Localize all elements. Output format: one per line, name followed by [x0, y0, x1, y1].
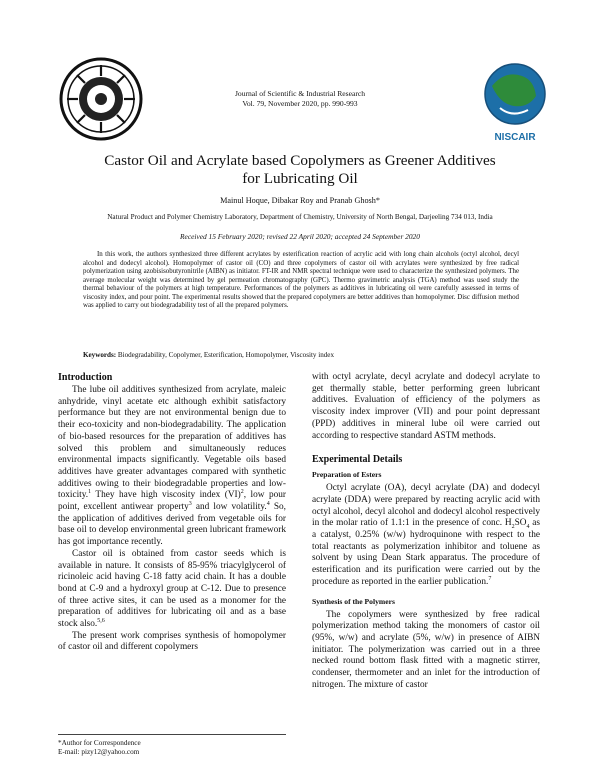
- journal-volume: Vol. 79, November 2020, pp. 990-993: [242, 99, 358, 108]
- title-line-2: for Lubricating Oil: [242, 170, 358, 187]
- keywords: [83, 351, 519, 359]
- keywords-label: Keywords:: [83, 351, 117, 359]
- abstract-text: In this work, the authors synthesized three different acrylates by esterification reaction of acrylic acid with long chain alcohols (octyl alcohol, decyl alcohol and dodecyl alcohol). Homopolymer of castor oil (CO) and three copolymers of castor oil with acrylates were synthesized by free radical polymerization using azobisisobutyronitrile (AIBN) as initiator. FT-IR and NMR spectral technique were used to characterize the synthesized polymers. The average molecular weight was determined by gel permeation chromatography (GPC). Thermo gravimetric analysis (TGA) method was used study the thermal behaviour of the polymers at high temperature. Performances of the polymers as additives in lubricating oil were carefully assessed in terms of viscosity index, and pour point. The experimental results showed that the prepared copolymers are better additives than homopolymer. Disc diffusion method was applied to carry out biodegradability test of all the prepared polymers.: [83, 251, 519, 309]
- affiliation: Natural Product and Polymer Chemistry Laboratory, Department of Chemistry, University of North Bengal, Darjeeling 734 013, India: [107, 213, 493, 221]
- intro-paragraph-1: The lube oil additives synthesized from acrylate, maleic anhydride, vinyl acetate etc although exhibit satisfactory performance but they are not environmental benign due to their eco-toxicity and non-biodegradability. The application of bio-based resources for the preparation of additives has solved this problem and simultaneously reduces environmental impacts significantly. Vegetable oils based additives have greater advantages compared with synthetic additives owing to their biodegradable properties and low-toxicity.$^1$ They have high viscosity index (VI)$^2$, low pour point, excellent antiwear property$^3$ and low volatility.$^4$ So, the application of additives derived from vegetable oils for base oil to develop environmental green lubricant framework has got importance recently.: [58, 385, 287, 548]
- authors: Mainul Hoque, Dibakar Roy and Pranab Ghosh*: [220, 196, 380, 205]
- synthesis-heading: Synthesis of the Polymers: [312, 596, 395, 606]
- journal-header: [0, 89, 600, 109]
- preparation-heading: Preparation of Esters: [312, 470, 382, 480]
- intro-heading: Introduction: [58, 372, 113, 383]
- keywords-text: Biodegradability, Copolymer, Esterification, Homopolymer, Viscosity index: [117, 351, 335, 359]
- paper-title: [60, 152, 540, 188]
- footnote: [58, 734, 286, 757]
- intro-continuation: with octyl acrylate, decyl acrylate and dodecyl acrylate to get thermally stable, better performing green lubricant additives. Evaluation of efficiency of the polymers as viscosity index improver (VII) and pour point depressant (PPD) additives in mineral lube oil were carried out according to respective standard ASTM methods.: [312, 372, 540, 441]
- preparation-paragraph: Octyl acrylate (OA), decyl acrylate (DA) and dodecyl acrylate (DDA) were prepared by reacting acrylic acid with octyl alcohol, decyl alcohol and dodecyl alcohol respectively in the molar ratio of 1.1:1 in the presence of conc. $H_2SO_4$ as a catalyst, 0.25% (w/w) hydroquinone with respect to the total reactants as polymerization inhibitor and toluene as solvent by using Dean Stark apparatus. The procedure of esterification and its purification were carried out by the procedure as reported in the earlier publication.$^7$: [312, 483, 540, 587]
- journal-name: Journal of Scientific & Industrial Research: [234, 89, 366, 98]
- received-dates: Received 15 February 2020; revised 22 April 2020; accepted 24 September 2020: [180, 232, 420, 241]
- abstract: [83, 251, 519, 311]
- intro-paragraph-3: The present work comprises synthesis of homopolymer of castor oil and different copolymers: [58, 630, 286, 653]
- synthesis-paragraph: The copolymers were synthesized by free radical polymerization method taking the monomers of castor oil (95%, w/w) and acrylate (5%, w/w) in presence of AIBN initiator. The polymerization was carried out in a three necked round bottom flask fitted with a magnetic stirrer, condenser, thermometer and an inlet for the introduction of nitrogen. The mixture of castor: [312, 609, 540, 690]
- title-line-1: Castor Oil and Acrylate based Copolymers as Greener Additives: [104, 152, 496, 169]
- experimental-heading: Experimental Details: [312, 454, 403, 466]
- left-column: [58, 372, 286, 654]
- right-column: [312, 372, 540, 691]
- niscair-wordmark: NISCAIR: [494, 132, 536, 143]
- footnote-author: *Author for Correspondence: [58, 739, 141, 747]
- intro-paragraph-2: Castor oil is obtained from castor seeds which is available in nature. It consists of 85-95% triacylglycerol of ricinoleic acid having C-18 fatty acid chain. It has a double bond at C-9 and a hydroxyl group at C-12. Due to presence of three active sites, it can be used as a monomer for the preparation of additives for lubricating oil and as a base stock also.$^{5,6}$: [58, 548, 286, 630]
- footnote-email: E-mail: pizy12@yahoo.com: [58, 748, 140, 756]
